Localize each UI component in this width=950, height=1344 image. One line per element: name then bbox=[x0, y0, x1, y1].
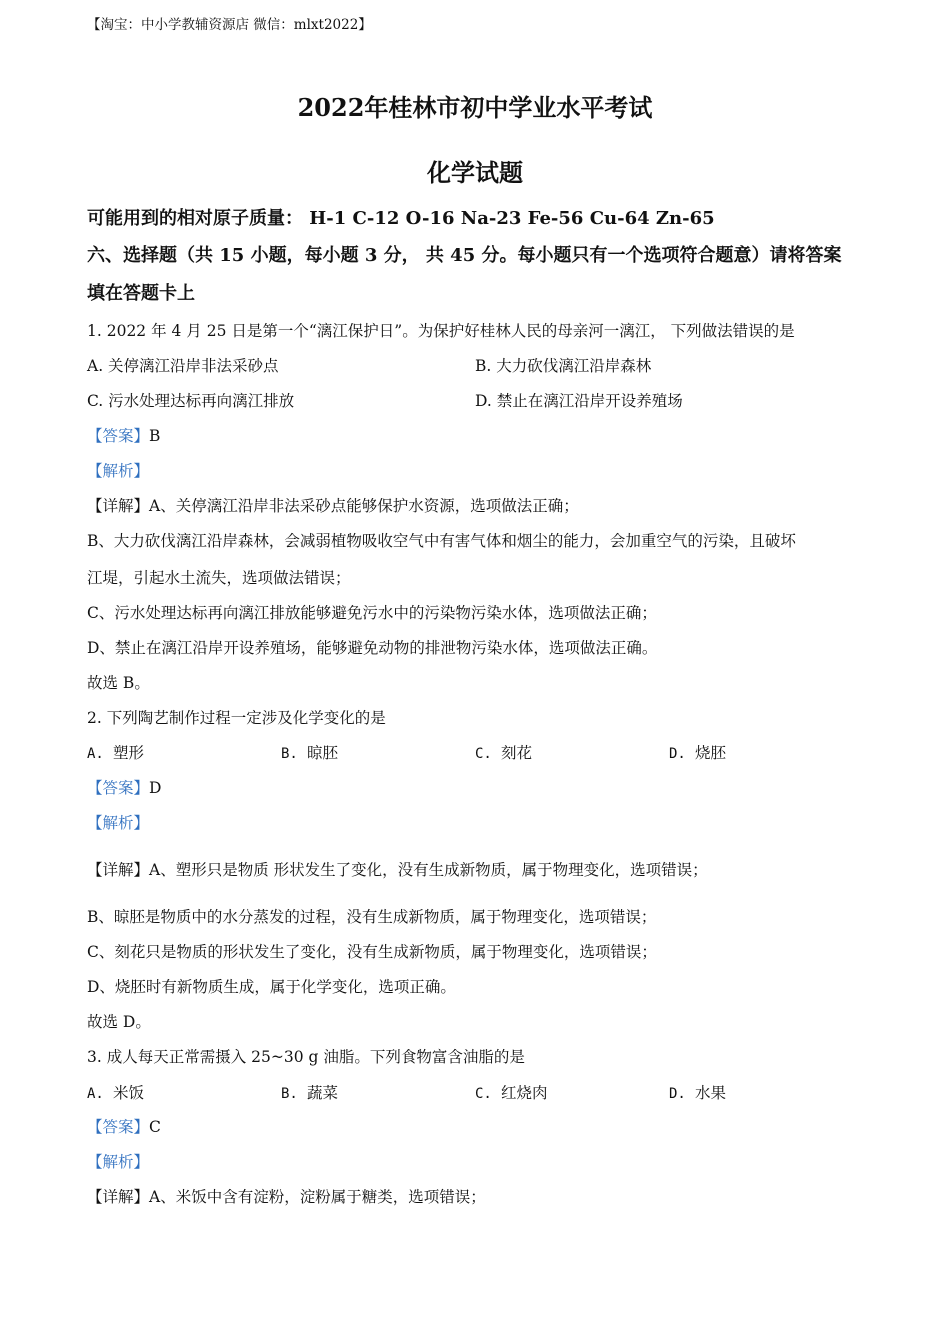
q2-answer-value: D bbox=[149, 779, 162, 797]
q1-detail-b-cont: 江堤，引起水土流失，选项做法错误； bbox=[87, 569, 351, 587]
q2-option-b-letter: B. bbox=[281, 746, 298, 762]
q1-stem: 1. 2022 年 4 月 25 日是第一个“漓江保护日”。为保护好桂林人民的母亲河一漓江， 下列做法错误的是 bbox=[87, 322, 795, 340]
q3-option-c-text: 红烧肉 bbox=[501, 1084, 548, 1102]
atomic-masses: 可能用到的相对原子质量： H-1 C-12 O-16 Na-23 Fe-56 Cu-64 Zn-65 bbox=[87, 208, 715, 229]
q2-option-b-text: 晾胚 bbox=[307, 744, 339, 762]
q2-detail-b: B、晾胚是物质中的水分蒸发的过程，没有生成新物质，属于物理变化，选项错误； bbox=[87, 908, 657, 926]
q3-option-a bbox=[87, 1083, 144, 1104]
q2-detail-a-text: A、塑形只是物质 形状发生了变化，没有生成新物质，属于物理变化，选项错误； bbox=[149, 861, 708, 879]
answer-label: 【答案】 bbox=[87, 427, 150, 445]
q3-option-a-text: 米饭 bbox=[113, 1084, 145, 1102]
q2-option-d bbox=[669, 743, 726, 764]
q1-detail-a-text: A、关停漓江沿岸非法采砂点能够保护水资源，选项做法正确； bbox=[149, 497, 579, 515]
answer-label: 【答案】 bbox=[87, 1118, 150, 1136]
q2-option-a-letter: A. bbox=[87, 746, 104, 762]
q2-detail-d: D、烧胚时有新物质生成，属于化学变化，选项正确。 bbox=[87, 978, 456, 996]
q3-option-b-text: 蔬菜 bbox=[307, 1084, 339, 1102]
q2-option-c bbox=[475, 743, 532, 764]
q3-option-b bbox=[281, 1083, 338, 1104]
q1-detail-b: B、大力砍伐漓江沿岸森林，会减弱植物吸收空气中有害气体和烟尘的能力，会加重空气的污染，且破坏 bbox=[87, 532, 796, 550]
q2-answer bbox=[87, 778, 161, 798]
q3-detail-a bbox=[87, 1187, 486, 1207]
q3-option-d-text: 水果 bbox=[695, 1084, 727, 1102]
q3-option-d bbox=[669, 1083, 726, 1104]
q3-option-c-letter: C. bbox=[475, 1086, 492, 1102]
exam-title: 2022年桂林市初中学业水平考试 bbox=[297, 93, 653, 122]
exam-subtitle: 化学试题 bbox=[427, 158, 523, 187]
q3-option-d-letter: D. bbox=[669, 1086, 686, 1102]
answer-label: 【答案】 bbox=[87, 779, 150, 797]
analysis-label: 【解析】 bbox=[87, 1153, 150, 1171]
q2-stem: 2. 下列陶艺制作过程一定涉及化学变化的是 bbox=[87, 709, 386, 727]
q1-option-a: A. 关停漓江沿岸非法采砂点 bbox=[87, 357, 279, 375]
q1-option-c: C. 污水处理达标再向漓江排放 bbox=[87, 392, 295, 410]
detail-label: 【详解】 bbox=[87, 861, 150, 879]
q1-answer-value: B bbox=[149, 427, 161, 445]
q2-conclusion: 故选 D。 bbox=[87, 1013, 151, 1031]
q3-stem: 3. 成人每天正常需摄入 25~30 g 油脂。下列食物富含油脂的是 bbox=[87, 1048, 525, 1066]
q3-option-b-letter: B. bbox=[281, 1086, 298, 1102]
detail-label: 【详解】 bbox=[87, 497, 150, 515]
q3-answer bbox=[87, 1117, 161, 1137]
q2-option-a-text: 塑形 bbox=[113, 744, 145, 762]
section-heading-cont: 填在答题卡上 bbox=[87, 283, 195, 304]
q2-option-b bbox=[281, 743, 338, 764]
q3-option-a-letter: A. bbox=[87, 1086, 104, 1102]
q1-detail-a bbox=[87, 496, 579, 516]
q3-detail-a-text: A、米饭中含有淀粉，淀粉属于糖类，选项错误； bbox=[149, 1188, 486, 1206]
q3-answer-value: C bbox=[149, 1118, 161, 1136]
q2-analysis-label bbox=[87, 813, 149, 833]
q1-analysis-label bbox=[87, 461, 149, 481]
q2-option-c-text: 刻花 bbox=[501, 744, 533, 762]
q2-option-d-letter: D. bbox=[669, 746, 686, 762]
q1-option-b: B. 大力砍伐漓江沿岸森林 bbox=[475, 357, 652, 375]
q2-option-c-letter: C. bbox=[475, 746, 492, 762]
detail-label: 【详解】 bbox=[87, 1188, 150, 1206]
q2-option-d-text: 烧胚 bbox=[695, 744, 727, 762]
q2-detail-a bbox=[87, 860, 708, 880]
analysis-label: 【解析】 bbox=[87, 814, 150, 832]
q3-analysis-label bbox=[87, 1152, 149, 1172]
q1-conclusion: 故选 B。 bbox=[87, 674, 150, 692]
q1-option-d: D. 禁止在漓江沿岸开设养殖场 bbox=[475, 392, 683, 410]
q1-detail-c: C、污水处理达标再向漓江排放能够避免污水中的污染物污染水体，选项做法正确； bbox=[87, 604, 657, 622]
q1-answer bbox=[87, 426, 160, 446]
analysis-label: 【解析】 bbox=[87, 462, 150, 480]
q3-option-c bbox=[475, 1083, 548, 1104]
header-note: 【淘宝：中小学教辅资源店 微信：mlxt2022】 bbox=[87, 17, 372, 33]
q2-detail-c: C、刻花只是物质的形状发生了变化，没有生成新物质，属于物理变化，选项错误； bbox=[87, 943, 657, 961]
q2-option-a bbox=[87, 743, 144, 764]
section-heading: 六、选择题（共 15 小题，每小题 3 分， 共 45 分。每小题只有一个选项符合题意）请将答案 bbox=[87, 245, 842, 266]
q1-detail-d: D、禁止在漓江沿岸开设养殖场，能够避免动物的排泄物污染水体，选项做法正确。 bbox=[87, 639, 658, 657]
